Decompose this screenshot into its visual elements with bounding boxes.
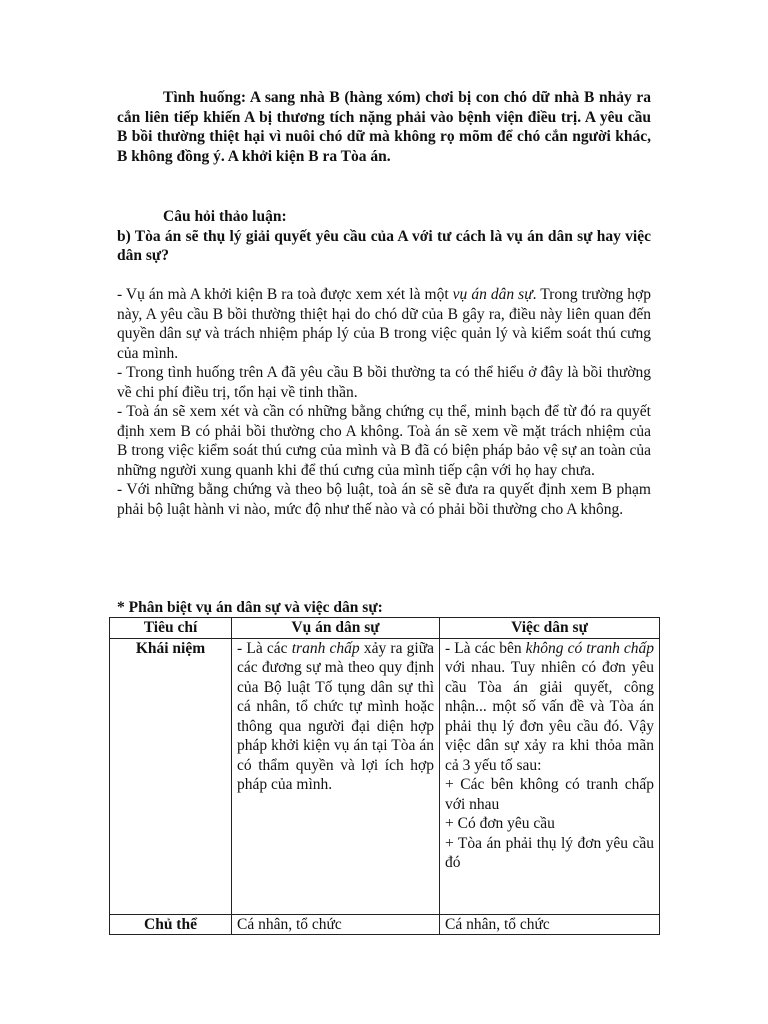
civil-case-concept-emphasis: tranh chấp <box>291 639 360 657</box>
header-criterion: Tiêu chí <box>110 618 232 639</box>
answer-section <box>117 285 651 519</box>
civil-matter-subject: Cá nhân, tổ chức <box>440 914 660 935</box>
table-header-row <box>110 618 660 639</box>
comparison-table <box>109 617 660 935</box>
civil-case-subject: Cá nhân, tổ chức <box>232 914 440 935</box>
answer-1-text-cont: . Trong trường hợp này, A yêu cầu B bồi thường thiệt hại do chó dữ của B gây ra, điều này liên quan đến quyền dân sự và trách nhiệm pháp lý của B trong việc quản lý và kiểm soát thú cưng của mình. <box>117 286 651 362</box>
answer-paragraph-4: - Với những bằng chứng và theo bộ luật, toà án sẽ sẽ đưa ra quyết định xem B phạm phải bộ luật hành vi nào, mức độ như thế nào và có phải bồi thường cho A không. <box>117 481 651 518</box>
comparison-title: * Phân biệt vụ án dân sự và việc dân sự: <box>117 599 383 616</box>
answer-1-emphasis: vụ án dân sự <box>452 286 533 303</box>
table-row <box>110 914 660 935</box>
civil-matter-condition-2: + Có đơn yêu cầu <box>445 815 555 832</box>
answer-1-text: - Vụ án mà A khởi kiện B ra toà được xem xét là một <box>117 286 453 303</box>
answer-paragraph-2: - Trong tình huống trên A đã yêu cầu B bồi thường ta có thể hiểu ở đây là bồi thường về chi phí điều trị, tổn hại về tinh thần. <box>117 364 651 401</box>
header-civil-case: Vụ án dân sự <box>232 618 440 639</box>
civil-case-concept-text: - Là các <box>237 639 292 657</box>
civil-matter-concept <box>440 638 660 914</box>
civil-matter-emphasis: không có tranh chấp <box>525 639 654 657</box>
discussion-question: b) Tòa án sẽ thụ lý giải quyết yêu cầu của A với tư cách là vụ án dân sự hay việc dân sự? <box>117 227 651 264</box>
civil-matter-condition-3: + Tòa án phải thụ lý đơn yêu cầu đó <box>445 834 654 871</box>
answer-paragraph-3: - Toà án sẽ xem xét và cần có những bằng chứng cụ thể, minh bạch để từ đó ra quyết định xem B có phải bồi thường cho A không. Toà án sẽ xem về mặt trách nhiệm của B trong việc kiểm soát thú cưng của mình và B đã có biện pháp bảo vệ sự an toàn của những người xung quanh khi để thú cưng của mình tiếp cận với họ hay chưa. <box>117 403 651 479</box>
table-row <box>110 638 660 914</box>
header-civil-matter: Việc dân sự <box>440 618 660 639</box>
discussion-section <box>117 207 651 266</box>
answer-paragraph-1 <box>117 285 651 363</box>
situation-paragraph <box>117 88 651 166</box>
civil-case-concept <box>232 638 440 914</box>
civil-matter-concept-text <box>445 639 654 776</box>
criterion-concept: Khái niệm <box>110 638 232 914</box>
criterion-subject: Chủ thể <box>110 914 232 935</box>
civil-matter-text-cont: với nhau. Tuy nhiên có đơn yêu cầu Tòa án giải quyết, công nhận... một số vấn đề và Tòa án phải thụ lý đơn yêu cầu đó. Vậy việc dân sự xảy ra khi thỏa mãn cả 3 yếu tố sau: <box>445 659 654 774</box>
discussion-heading: Câu hỏi thảo luận: <box>163 208 287 225</box>
civil-matter-condition-1: + Các bên không có tranh chấp với nhau <box>445 776 654 813</box>
civil-matter-text: - Là các bên <box>445 639 526 657</box>
situation-text: Tình huống: A sang nhà B (hàng xóm) chơi bị con chó dữ nhà B nhảy ra cắn liên tiếp khiến A bị thương tích nặng phải vào bệnh viện điều trị. A yêu cầu B bồi thường thiệt hại vì nuôi chó dữ mà không rọ mõm để chó cắn người khác, B không đồng ý. A khởi kiện B ra Tòa án. <box>117 89 651 165</box>
civil-case-concept-text-cont: xảy ra giữa các đương sự mà theo quy định của Bộ luật Tố tụng dân sự thì cá nhân, tổ chức tự mình hoặc thông qua người đại diện hợp pháp khởi kiện vụ án tại Tòa án có thẩm quyền và lợi ích hợp pháp của mình. <box>237 639 434 793</box>
